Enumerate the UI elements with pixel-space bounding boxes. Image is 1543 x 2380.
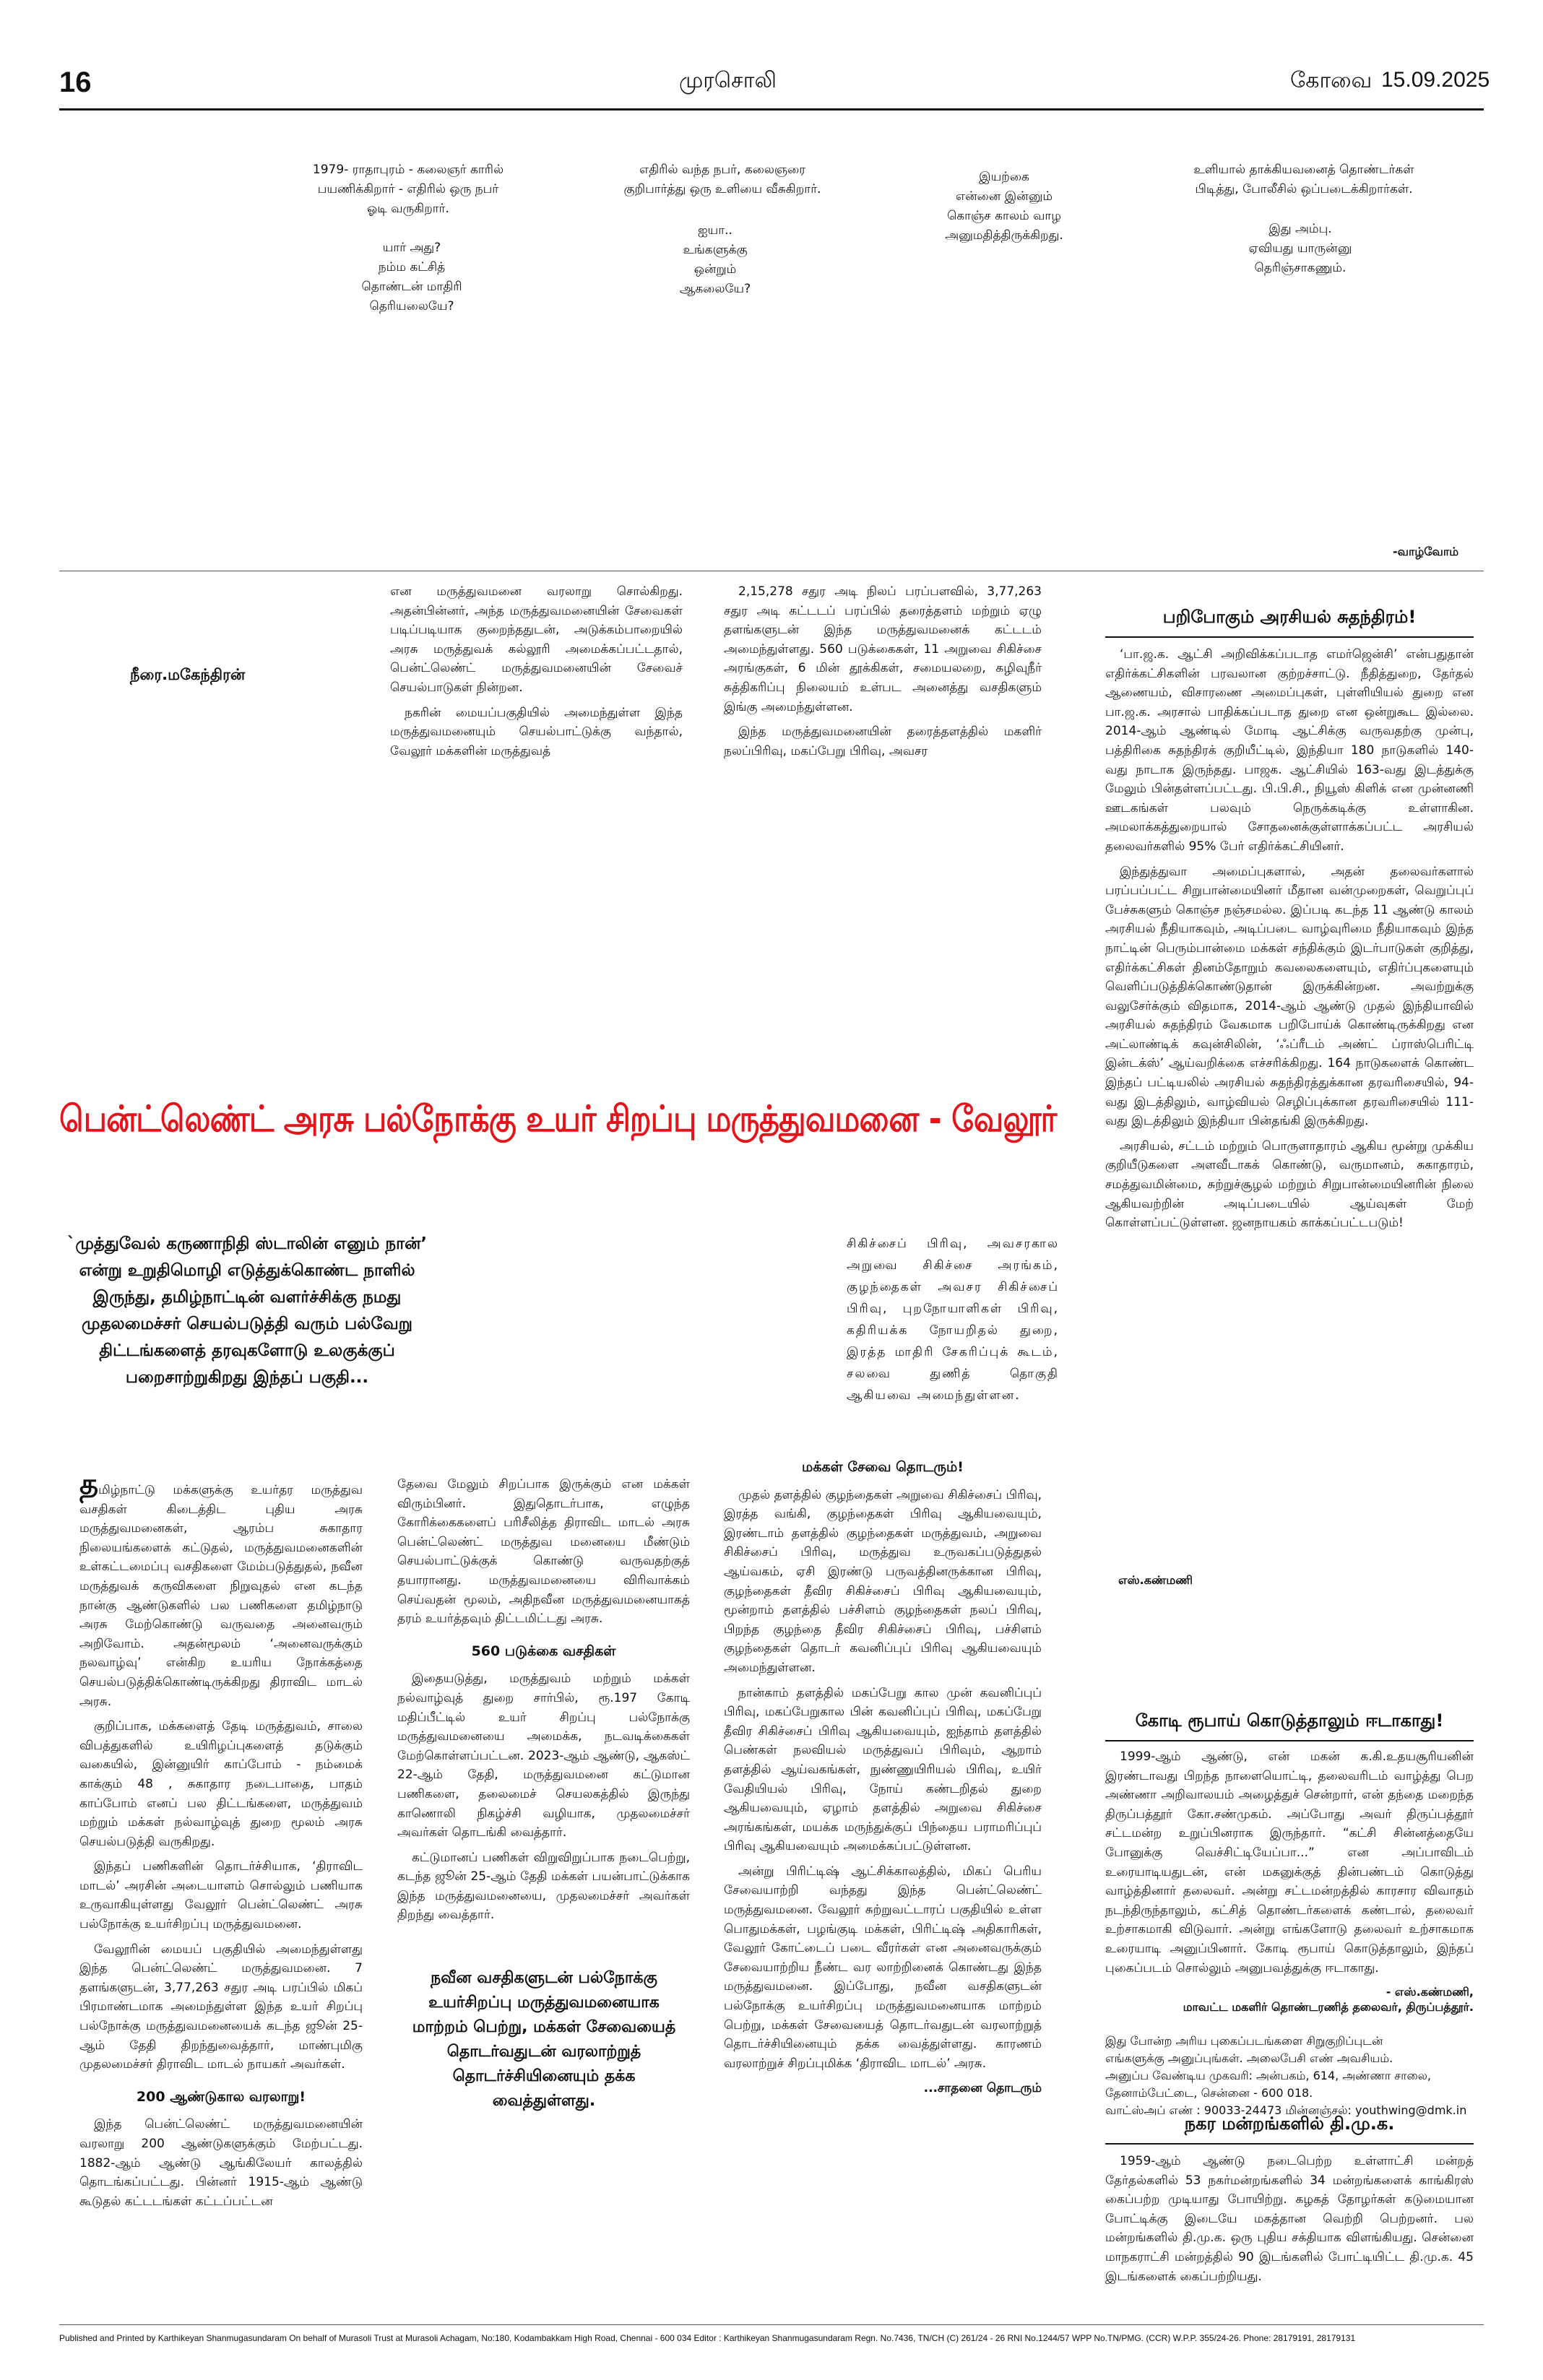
sidebar-signature: - எஸ்.கண்மணி, — [1386, 1985, 1474, 1999]
cartoon-signoff: -வாழ்வோம் — [1393, 545, 1459, 558]
sidebar-body — [1105, 2152, 1474, 2286]
sidebar-title: பறிபோகும் அரசியல் சுதந்திரம்! — [1162, 607, 1417, 627]
cartoon-speech-panel1: யார் அது? நம்ம கட்சித் தொண்டன் மாதிரி தெரியலையே? — [361, 241, 462, 313]
appeal-line: தேனாம்பேட்டை, சென்னை - 600 018. — [1105, 2086, 1313, 2100]
cartoon-caption-panel2: எதிரில் வந்த நபர், கலைஞரை குறிபார்த்து ஒரு உளியை வீசுகிறார். — [623, 163, 821, 196]
sidebar-political-freedom — [1105, 607, 1474, 1239]
sidebar-municipal — [1105, 2113, 1474, 2292]
pull-quote: நவீன வசதிகளுடன் பல்நோக்கு உயர்சிறப்பு மருத்துவமனையாக மாற்றம் பெற்று, மக்கள் சேவையைத் தொடர்வதுடன் வரலாற்றுத் தொடர்ச்சியினையும் தக்க வைத்துள்ளது. — [412, 1969, 676, 2110]
paragraph: அரசியல், சட்டம் மற்றும் பொருளாதாரம் ஆகிய மூன்று முக்கிய குறியீடுகளை அளவீடாகக் கொண்டு, வருமானம், சுகாதாரம், சமத்துவமின்மை, சுற்றுச்சூழல் மற்றும் சிறுபான்மையினரின் நிலை ஆகியவற்றின் அடிப்படையில் ஆய்வுகள் மேற் கொள்ளப்பட்டுள்ளன. ஜனநாயகம் காக்கப்பட்டபடும்! — [1105, 1138, 1474, 1231]
cartoon-speech-panel4: இது அம்பு. ஏவியது யாருன்னு தெரிஞ்சாகணும். — [1248, 222, 1352, 275]
article-narrow-col: சிகிச்சைப் பிரிவு, அவசரகால அறுவை சிகிச்சை அரங்கம், குழந்தைகள் அவசர சிகிச்சைப் பிரிவு, புறநோயாளிகள் பிரிவு, கதிரியக்க நோயறிதல் துறை, இரத்த மாதிரி சேகரிப்புக் கூடம், சலவை துணித் தொகுதி ஆகியவை அமைந்துள்ளன. — [847, 1237, 1059, 1403]
paragraph: ‘பா.ஜ.க. ஆட்சி அறிவிக்கப்படாத எமர்ஜென்சி’ என்பதுதான் எதிர்க்கட்சிகளின் பரவலான குற்றச்சாட்டு. நீதித்துறை, தேர்தல் ஆணையம், விசாரணை அமைப்புகள், புள்ளியியல் துறை என பா.ஜ.க. அரசால் பாதிக்கப்படாத துறை என ஒன்றுகூட இல்லை. 2014-ஆம் ஆண்டில் மோடி ஆட்சிக்கு வருவதற்கு முன்பு, பத்திரிகை சுதந்திரக் குறியீட்டில், இந்தியா 180 நாடுகளில் 140-வது நாடாக இருந்தது. பாஜக. ஆட்சியில் 163-வது இடத்துக்கு மேலும் பின்தள்ளப்பட்டது. பி.பி.சி., நியூஸ் கிளிக் என முன்னணி ஊடகங்கள் பலவும் நெருக்கடிக்கு உள்ளாகின. அமலாக்கத்துறையால் சோதனைக்குள்ளாக்கப்பட்ட அரசியல் தலைவர்களில் 95% பேர் எதிர்க்கட்சியினர். — [1105, 647, 1474, 854]
sidebar-crore-rupees — [1105, 1710, 1474, 2119]
cartoon-caption-panel3: இயற்கை என்னை இன்னும் கொஞ்ச காலம் வாழ அனுமதித்திருக்கிறது. — [945, 170, 1063, 243]
subheading: 200 ஆண்டுகால வரலாறு! — [136, 2088, 306, 2105]
paragraph: 2,15,278 சதுர அடி நிலப் பரப்பளவில், 3,77,263 சதுர அடி கட்டடப் பரப்பில் தரைத்தளம் மற்றும் ஏழு தளங்களுடன் இந்த மருத்துவமனைக் கட்டடம் அமைந்துள்ளது. 560 படுக்கைகள், 11 அறுவை சிகிச்சை அரங்குகள், 6 மின் தூக்கிகள், சமையலறை, கழிவுநீர் சுத்திகரிப்பு நிலையம் உள்பட அனைத்து வசதிகளும் இங்கு அமைந்துள்ளன. — [724, 584, 1042, 714]
sidebar-body — [1105, 645, 1474, 1233]
article-intro: `முத்துவேல் கருணாநிதி ஸ்டாலின் எனும் நான்’ என்று உறுதிமொழி எடுத்துக்கொண்ட நாளில் இருந்து, தமிழ்நாட்டின் வளர்ச்சிக்கு நமது முதலமைச்சர் செயல்படுத்தி வரும் பல்வேறு திட்டங்களைத் தரவுகளோடு உலகுக்குப் பறைசாற்றுகிறது இந்தப் பகுதி... — [66, 1234, 428, 1387]
paragraph: நகரின் மையப்பகுதியில் அமைந்துள்ள இந்த மருத்துவமனையும் செயல்பாட்டுக்கு வந்தால், வேலூர் மக்களின் மருத்துவத் — [390, 705, 683, 758]
paragraph: கட்டுமானப் பணிகள் விறுவிறுப்பாக நடைபெற்று, கடந்த ஜூன் 25-ஆம் தேதி மக்கள் பயன்பாட்டுக்காக இந்த மருத்துவமனையை, முதலமைச்சர் அவர்கள் திறந்து வைத்தார். — [397, 1850, 690, 1923]
paragraph: இதையடுத்து, மருத்துவம் மற்றும் மக்கள் நல்வாழ்வுத் துறை சார்பில், ரூ.197 கோடி மதிப்பீட்டில் உயர் சிறப்பு பல்நோக்கு மருத்துவமனையை அமைக்க, நடவடிக்கைகள் மேற்கொள்ளப்பட்டன. 2023-ஆம் ஆண்டு, ஆகஸ்ட் 22-ஆம் தேதி, மருத்துவமனை கட்டுமான பணிகளை, தலைமைச் செயலகத்தில் இருந்து காணொலி நிகழ்ச்சி வழியாக, முதலமைச்சர் அவர்கள் தொடங்கி வைத்தார். — [397, 1671, 690, 1840]
article-top-col1 — [390, 582, 683, 766]
paragraph: 1959-ஆம் ஆண்டு நடைபெற்ற உள்ளாட்சி மன்றத் தேர்தல்களில் 53 நகர்மன்றங்களில் 34 மன்றங்களைக் காங்கிரஸ் கைப்பற்ற முடியாது போயிற்று. கழகத் தோழர்கள் கடுமையான போட்டிக்கு இடையே மகத்தான வெற்றி பெற்றனர். பல மன்றங்களில் தி.மு.க. ஒரு புதிய சக்தியாக விளங்கியது. சென்னை மாநகராட்சி மன்றத்தில் 90 இடங்களில் போட்டியிட்ட தி.மு.க. 45 இடங்களைக் கைப்பற்றியது. — [1105, 2154, 1474, 2284]
paragraph: முதல் தளத்தில் குழந்தைகள் அறுவை சிகிச்சைப் பிரிவு, இரத்த வங்கி, குழந்தைகள் பிரிவு ஆகியவையும், இரண்டாம் தளத்தில் குழந்தைகள் மருத்துவம், அறுவை சிகிச்சைப் பிரிவு, மருத்துவ உருவகப்படுத்துதல் ஆய்வகம், ஏசி இரண்டு பருவத்தினருக்கான பிரிவு, குழந்தைகள் தீவிர சிகிச்சைப் பிரிவு ஆகியவையும், மூன்றாம் தளத்தில் பச்சிளம் குழந்தைகள் நலப் பிரிவு, பிறந்த குழந்தை தீவிர சிகிச்சைப் பிரிவு, பச்சிளம் குழந்தைகள் தொடர் கவனிப்புப் பிரிவு ஆகியவையும் அமைந்துள்ளன. — [724, 1487, 1042, 1675]
sidebar-rule — [1105, 2143, 1474, 2145]
paragraph: வேலூரின் மையப் பகுதியில் அமைந்துள்ளது இந்த பென்ட்லெண்ட் மருத்துவமனை. 7 தளங்களுடன், 3,77,263 சதுர அடி பரப்பில் மிகப் பிரமாண்டமாக அமைந்துள்ள இந்த உயர் சிறப்பு பல்நோக்கு மருத்துவமனையைக் கடந்த ஜூன் 25-ஆம் தேதி திறந்துவைத்தார், மாண்புமிகு முதலமைச்சர் திராவிட மாடல் நாயகர் அவர்கள். — [79, 1942, 363, 2072]
cartoon-caption-panel1: 1979- ராதாபுரம் - கலைஞர் காரில் பயணிக்கிறார் - எதிரில் ஒரு நபர் ஓடி வருகிறார். — [312, 163, 504, 216]
sidebar-rule — [1105, 1740, 1474, 1741]
appeal-line: அனுப்ப வேண்டிய முகவரி: அன்பகம், 614, அண்ணா சாலை, — [1105, 2069, 1431, 2083]
paragraph: என மருத்துவமனை வரலாறு சொல்கிறது. அதன்பின்னர், அந்த மருத்துவமனையின் சேவைகள் படிப்படியாக குறைந்ததுடன், அடுக்கம்பாறையில் அரசு மருத்துவக் கல்லூரி அமைக்கப்பட்டதால், பென்ட்லெண்ட் மருத்துவமனையின் சேவைச் செயல்பாடுகள் நின்றன. — [390, 584, 683, 695]
appeal-line: வாட்ஸ்அப் எண் : 90033-24473 மின்னஞ்சல்: youthwing@dmk.in — [1105, 2103, 1467, 2118]
subheading: 560 படுக்கை வசதிகள் — [471, 1643, 616, 1659]
sidebar-signature-role: மாவட்ட மகளிர் தொண்டரணித் தலைவர், திருப்பத்தூர். — [1183, 2000, 1474, 2015]
sidebar-title: நகர மன்றங்களில் தி.மு.க. — [1184, 2113, 1395, 2134]
paragraph: 1999-ஆம் ஆண்டு, என் மகன் க.கி.உதயசூரியனின் இரண்டாவது பிறந்த நாளையொட்டி, தலைவரிடம் வாழ்த்து பெற அண்ணா அறிவாலயம் அழைத்துச் சென்றார், என் தந்தை மறைந்த திருப்பத்தூர் கோ.சண்முகம். அப்போது அவர் திருப்பத்தூர் சட்டமன்ற உறுப்பினராக இருந்தார். “கட்சி சின்னத்தையே போனுக்கு வெச்சிட்டியேப்பா...” என அப்பாவிடம் உரையாடியதுடன், என் மகனுக்குத் தின்பண்டம் கொடுத்து வாழ்த்தினார் தலைவர். அன்று சட்டமன்றத்தில் காரசார விவாதம் நடந்திருந்தாலும், கட்சித் தொண்டர்களைக் கண்டால், தலைவர் உற்சாகமாகி விடுவார். அன்று எங்களோடு தலைவர் உற்சாகமாக உரையாடி அனுப்பினார். கோடி ரூபாய் கொடுத்தாலும், இந்தப் புகைப்படம் சொல்லும் அனுபவத்துக்கு ஈடாகாது. — [1105, 1749, 1474, 1976]
paragraph: இந்துத்துவா அமைப்புகளால், அதன் தலைவர்களால் பரப்பப்பட்ட சிறுபான்மையினர் மீதான வன்முறைகள், வெறுப்புப் பேச்சுகளும் கொஞ்ச நஞ்சமல்ல. இப்படி கடந்த 11 ஆண்டு காலம் அரசியல் நீதியாகவும், அடிப்படை வாழ்வுரிமை நீதியாகவும் இந்த நாட்டின் பெரும்பான்மை மக்கள் சந்திக்கும் இடர்பாடுகள் குறித்து, எதிர்க்கட்சிகள் தினம்தோறும் கவலைகளையும், எதிர்ப்புகளையும் வெளிப்படுத்திக்கொண்டுதான் இருக்கின்றன. அவற்றுக்கு வலுசேர்க்கும் விதமாக, 2014-ஆம் ஆண்டு முதல் இந்தியாவில் அரசியல் சுதந்திரம் வேகமாக பறிபோய்க் கொண்டிருக்கிறது என அட்லாண்டிக் கவுன்சிலின், ‘ஃப்ரீடம் அண்ட் ப்ராஸ்பெரிட்டி இன்டக்ஸ்’ ஆய்வறிக்கை எச்சரிக்கிறது. 164 நாடுகளைக் கொண்ட இந்தப் பட்டியலில் அரசியல் சுதந்திரத்துக்கான தரவரிசையில், 94-வது இடத்திலும், வாழ்வியல் செழிப்புக்கான தரவரிசையில் 111-வது இடத்திலும் இந்தியா பின்தங்கி இருக்கிறது. — [1105, 864, 1474, 1129]
masthead: முரசொலி — [679, 68, 777, 93]
sidebar-title: கோடி ரூபாய் கொடுத்தாலும் ஈடாகாது! — [1135, 1710, 1444, 1731]
paragraph: தேவை மேலும் சிறப்பாக இருக்கும் என மக்கள் விரும்பினர். இதுதொடர்பாக, எழுந்த கோரிக்கைகளைப் பரிசீலித்த திராவிட மாடல் அரசு பென்ட்லெண்ட் மருத்துவ மனையை மீண்டும் செயல்பாட்டுக்குக் கொண்டு வருவதற்குத் தயாரானது. மருத்துவமனையை விரிவாக்கம் செய்வதன் மூலம், அதிநவீன மருத்துவமனையாகத் தரம் உயர்த்தவும் திட்டமிட்டது அரசு. — [397, 1477, 690, 1627]
cartoon-speech-panel2: ஐயா.. உங்களுக்கு ஒன்றும் ஆகலையே? — [679, 223, 751, 296]
cartoon-caption-panel4: உளியால் தாக்கியவனைத் தொண்டர்கள் பிடித்து, போலீசில் ஒப்படைக்கிறார்கள். — [1193, 163, 1414, 196]
paragraph: இந்த பென்ட்லெண்ட் மருத்துவமனையின் வரலாறு 200 ஆண்டுகளுக்கும் மேற்பட்டது. 1882-ஆம் ஆண்டு ஆங்கிலேயர் காலத்தில் தொடங்கப்பட்டது. பின்னர் 1915-ஆம் ஆண்டு கூடுதல் கட்டடங்கள் கட்டப்பட்டன — [79, 2117, 363, 2209]
article-author: நீரை.மகேந்திரன் — [130, 666, 246, 683]
paragraph: தமிழ்நாட்டு மக்களுக்கு உயர்தர மருத்துவ வசதிகள் கிடைத்திட புதிய அரசு மருத்துவமனைகள், ஆரம்ப சுகாதார நிலையங்களைக் கட்டுதல், மருத்துவமனைகளின் உள்கட்டமைப்பு வசதிகளை மேம்படுத்துதல், நவீன மருத்துவக் கருவிகளை நிறுவுதல் என கடந்த நான்கு ஆண்டுகளில் பல பணிகளை தமிழ்நாடு அரசு மேற்கொண்டு வருவதை அனைவரும் அறிவோம். அதன்மூலம் ‘அனைவருக்கும் நலவாழ்வு’ என்கிற உயரிய நோக்கத்தை செயல்படுத்திக்கொண்டிருக்கிறது திராவிட மாடல் அரசு. — [79, 1468, 363, 1709]
article-body-col2 — [397, 1475, 690, 1931]
header-rule — [59, 108, 1484, 111]
footer-imprint: Published and Printed by Karthikeyan Shanmugasundaram On behalf of Murasoli Trust at Murasoli Achagam, No:180, Kodambakkam High Road, Chennai - 600 034 Editor : Karthikeyan Shanmugasundaram Regn. No.7436, TN/CH (C) 261/24 - 26 RNI No.1244/57 WPP No.TN/PMG. (CCR) W.P.P. 355/24-26. Phone: 28179191, 28179131 — [59, 2333, 1356, 2343]
photo-appeal — [1105, 2033, 1474, 2119]
appeal-line: எங்களுக்கு அனுப்புங்கள். அலைபேசி எண் அவசியம். — [1105, 2051, 1393, 2066]
article-body-col1 — [79, 1468, 363, 2217]
paragraph: நான்காம் தளத்தில் மகப்பேறு கால முன் கவனிப்புப் பிரிவு, மகப்பேறுகால பின் கவனிப்புப் பிரிவு, மகப்பேறு தீவிர சிகிச்சைப் பிரிவு ஆகியவையும், ஐந்தாம் தளத்தில் பெண்கள் நலவியல் மருத்துவப் பிரிவும், ஆறாம் தளத்தில் ஆய்வகங்கள், நுண்ணுயிரியல் பிரிவு, உயிர் வேதியியல் பிரிவு, நோய் கண்டறிதல் துறை ஆகியவையும், ஏழாம் தளத்தில் அறுவை சிகிச்சை அரங்கங்கள், மயக்க மருந்துக்குப் பிந்தைய பராமரிப்புப் பிரிவு ஆகியவையும் அமைக்கப்பட்டுள்ளன. — [724, 1685, 1042, 1854]
article-headline: பென்ட்லெண்ட் அரசு பல்நோக்கு உயர் சிறப்பு மருத்துவமனை - வேலூர் — [59, 1097, 1057, 1140]
paragraph: அன்று பிரிட்டிஷ் ஆட்சிக்காலத்தில், மிகப் பெரிய சேவையாற்றி வந்தது இந்த பென்ட்லெண்ட் மருத்துவமனை. வேலூர் சுற்றுவட்டாரப் பகுதியில் உள்ள பொதுமக்கள், பழங்குடி மக்கள், பிரிட்டிஷ் அதிகாரிகள், வேலூர் கோட்டைப் படை வீரர்கள் என அனைவருக்கும் சேவையாற்றிய நீண்ட வர லாற்றினைக் கொண்டது இந்த மருத்துவமனை. இப்போது, நவீன வசதிகளுடன் பல்நோக்கு உயர்சிறப்பு மருத்துவமனையாக மாற்றம் பெற்று, மக்கள் சேவையைத் தொடர்வதுடன் வரலாற்றுத் தொடர்ச்சியினையும் தக்க வைத்துள்ளது. காரணம் வரலாற்றுச் சிறப்புமிக்க ‘திராவிட மாடல்’ அரசு. — [724, 1864, 1042, 2071]
page-number: 16 — [59, 66, 92, 98]
issue-date: 15.09.2025 — [1381, 68, 1490, 92]
footer-rule — [59, 2324, 1484, 2325]
edition-name: கோவை — [1290, 68, 1373, 93]
sidebar2-photo-credit: எஸ்.கண்மணி — [1118, 1573, 1193, 1587]
appeal-line: இது போன்ற அரிய புகைப்படங்களை சிறுகுறிப்புடன் — [1105, 2034, 1383, 2048]
article-top-col2 — [724, 582, 1042, 766]
article-body-col3 — [724, 1458, 1042, 2098]
paragraph: குறிப்பாக, மக்களைத் தேடி மருத்துவம், சாலை விபத்துகளில் உயிரிழப்புகளைத் தடுக்கும் வகையில், இன்னுயிர் காப்போம் - நம்மைக் காக்கும் 48 , சுகாதார நடைபாதை, பாதம் காப்போம் எனப் பல திட்டங்களை, மருத்துவம் மற்றும் மக்கள் நல்வாழ்வுத் துறை மூலம் அரசு செயல்படுத்தி வருகிறது. — [79, 1719, 363, 1849]
drop-cap: த — [79, 1468, 99, 1501]
continued-note: ...சாதனை தொடரும் — [923, 2081, 1042, 2096]
sidebar-rule — [1105, 636, 1474, 638]
paragraph: இந்த மருத்துவமனையின் தரைத்தளத்தில் மகளிர் நலப்பிரிவு, மகப்பேறு பிரிவு, அவசர — [724, 724, 1042, 758]
paragraph: இந்தப் பணிகளின் தொடர்ச்சியாக, ‘திராவிட மாடல்’ அரசின் அடையாளம் சொல்லும் பணியாக உருவாகியுள்ளது வேலூர் பென்ட்லெண்ட் அரசு பல்நோக்கு உயர்சிறப்பு மருத்துவமனை. — [79, 1859, 363, 1932]
subheading: மக்கள் சேவை தொடரும்! — [802, 1459, 964, 1475]
sidebar-body — [1105, 1747, 1474, 1978]
